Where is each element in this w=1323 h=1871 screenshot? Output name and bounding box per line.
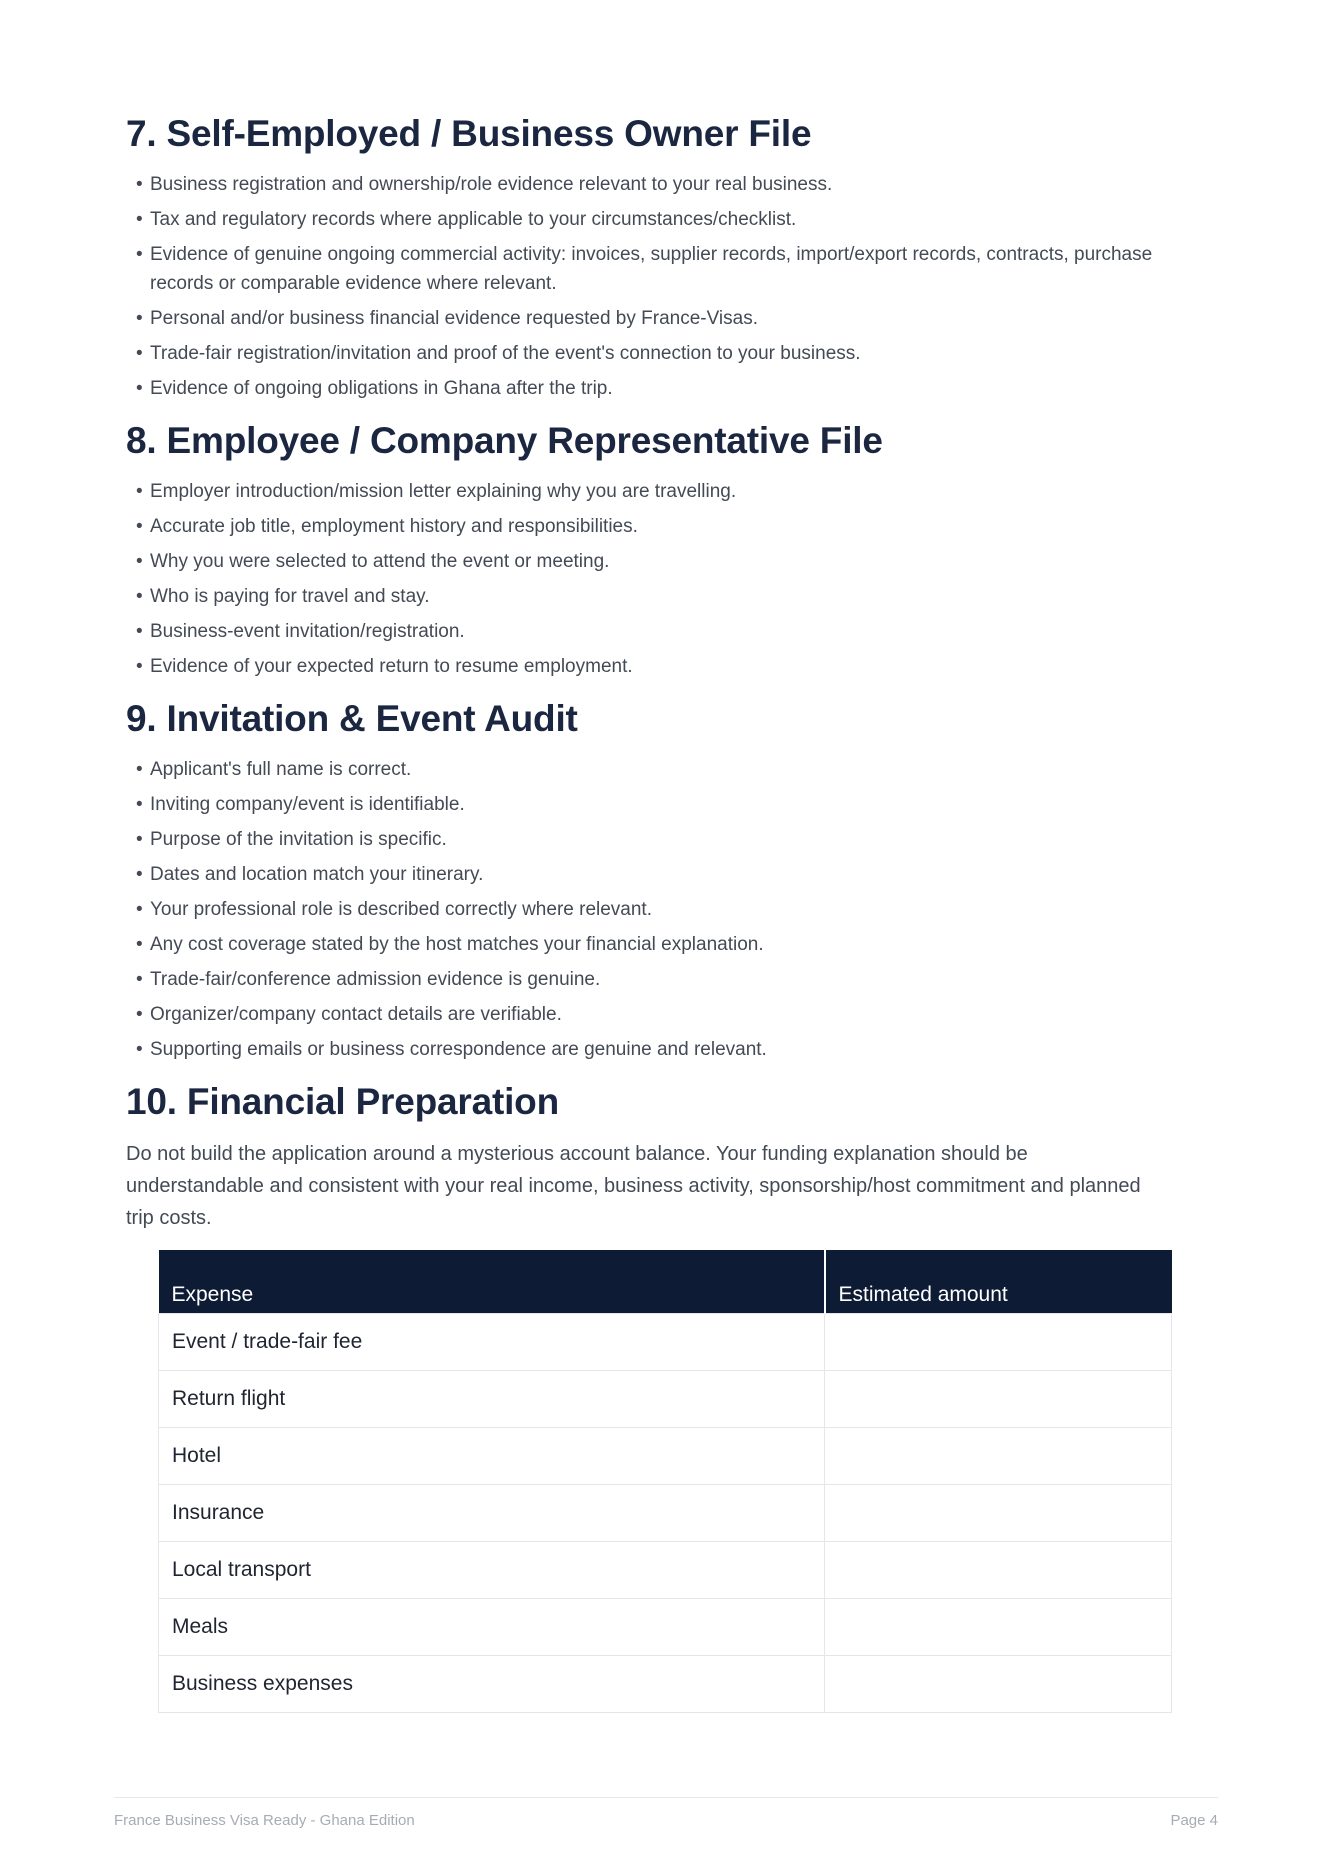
amount-cell [825,1314,1172,1371]
amount-cell [825,1599,1172,1656]
list-item: • Organizer/company contact details are verifiable. [136,1000,1176,1029]
section-employee [126,419,1176,681]
section-title: 8. Employee / Company Representative File [126,420,883,461]
list-item: • Personal and/or business financial evidence requested by France-Visas. [136,304,1176,333]
amount-cell [825,1371,1172,1428]
column-header-expense: Expense [159,1250,825,1314]
table-row [159,1314,1172,1371]
list-item: • Inviting company/event is identifiable. [136,790,1176,819]
amount-cell [825,1428,1172,1485]
table-row [159,1428,1172,1485]
list-item: • Tax and regulatory records where applicable to your circumstances/checklist. [136,205,1176,234]
amount-cell [825,1485,1172,1542]
list-item: • Applicant's full name is correct. [136,755,1176,784]
list-item: • Accurate job title, employment history and responsibilities. [136,512,1176,541]
list-item: • Trade-fair registration/invitation and proof of the event's connection to your business. [136,339,1176,368]
bullet-list [126,170,1176,403]
list-item: • Evidence of genuine ongoing commercial activity: invoices, supplier records, import/export records, contracts, purchase records or comparable evidence where relevant. [136,240,1176,298]
expense-cell: Insurance [159,1485,825,1542]
expense-cell: Event / trade-fair fee [159,1314,825,1371]
amount-cell [825,1656,1172,1713]
section-self-employed [126,112,1176,403]
list-item: • Business registration and ownership/role evidence relevant to your real business. [136,170,1176,199]
list-item: • Employer introduction/mission letter explaining why you are travelling. [136,477,1176,506]
footer-page-number: Page 4 [1170,1812,1218,1829]
section-title: 7. Self-Employed / Business Owner File [126,113,812,154]
table-row [159,1656,1172,1713]
expense-cell: Business expenses [159,1656,825,1713]
list-item: • Any cost coverage stated by the host matches your financial explanation. [136,930,1176,959]
table-row [159,1485,1172,1542]
table-row [159,1371,1172,1428]
list-item: • Trade-fair/conference admission evidence is genuine. [136,965,1176,994]
page-content [126,112,1176,1713]
list-item: • Why you were selected to attend the event or meeting. [136,547,1176,576]
expense-cell: Hotel [159,1428,825,1485]
table-row [159,1599,1172,1656]
section-invitation-audit [126,697,1176,1064]
list-item: • Who is paying for travel and stay. [136,582,1176,611]
section-title: 10. Financial Preparation [126,1081,559,1122]
amount-cell [825,1542,1172,1599]
bullet-list [126,477,1176,681]
section-financial-preparation [126,1080,1176,1713]
list-item: • Business-event invitation/registration. [136,617,1176,646]
expense-table [158,1250,1172,1713]
list-item: • Purpose of the invitation is specific. [136,825,1176,854]
bullet-list [126,755,1176,1064]
column-header-amount: Estimated amount [825,1250,1172,1314]
footer-document-title: France Business Visa Ready - Ghana Edition [114,1812,415,1829]
table-row [159,1542,1172,1599]
expense-cell: Local transport [159,1542,825,1599]
financial-intro: Do not build the application around a mysterious account balance. Your funding explanation should be understandable and consistent with your real income, business activity, sponsorship/host commitment and planned trip costs. [126,1143,1141,1229]
table-header-row [159,1250,1172,1314]
section-title: 9. Invitation & Event Audit [126,698,578,739]
expense-cell: Meals [159,1599,825,1656]
list-item: • Supporting emails or business correspondence are genuine and relevant. [136,1035,1176,1064]
list-item: • Evidence of your expected return to resume employment. [136,652,1176,681]
list-item: • Dates and location match your itinerary. [136,860,1176,889]
page-footer [114,1797,1218,1829]
list-item: • Evidence of ongoing obligations in Ghana after the trip. [136,374,1176,403]
expense-cell: Return flight [159,1371,825,1428]
list-item: • Your professional role is described correctly where relevant. [136,895,1176,924]
